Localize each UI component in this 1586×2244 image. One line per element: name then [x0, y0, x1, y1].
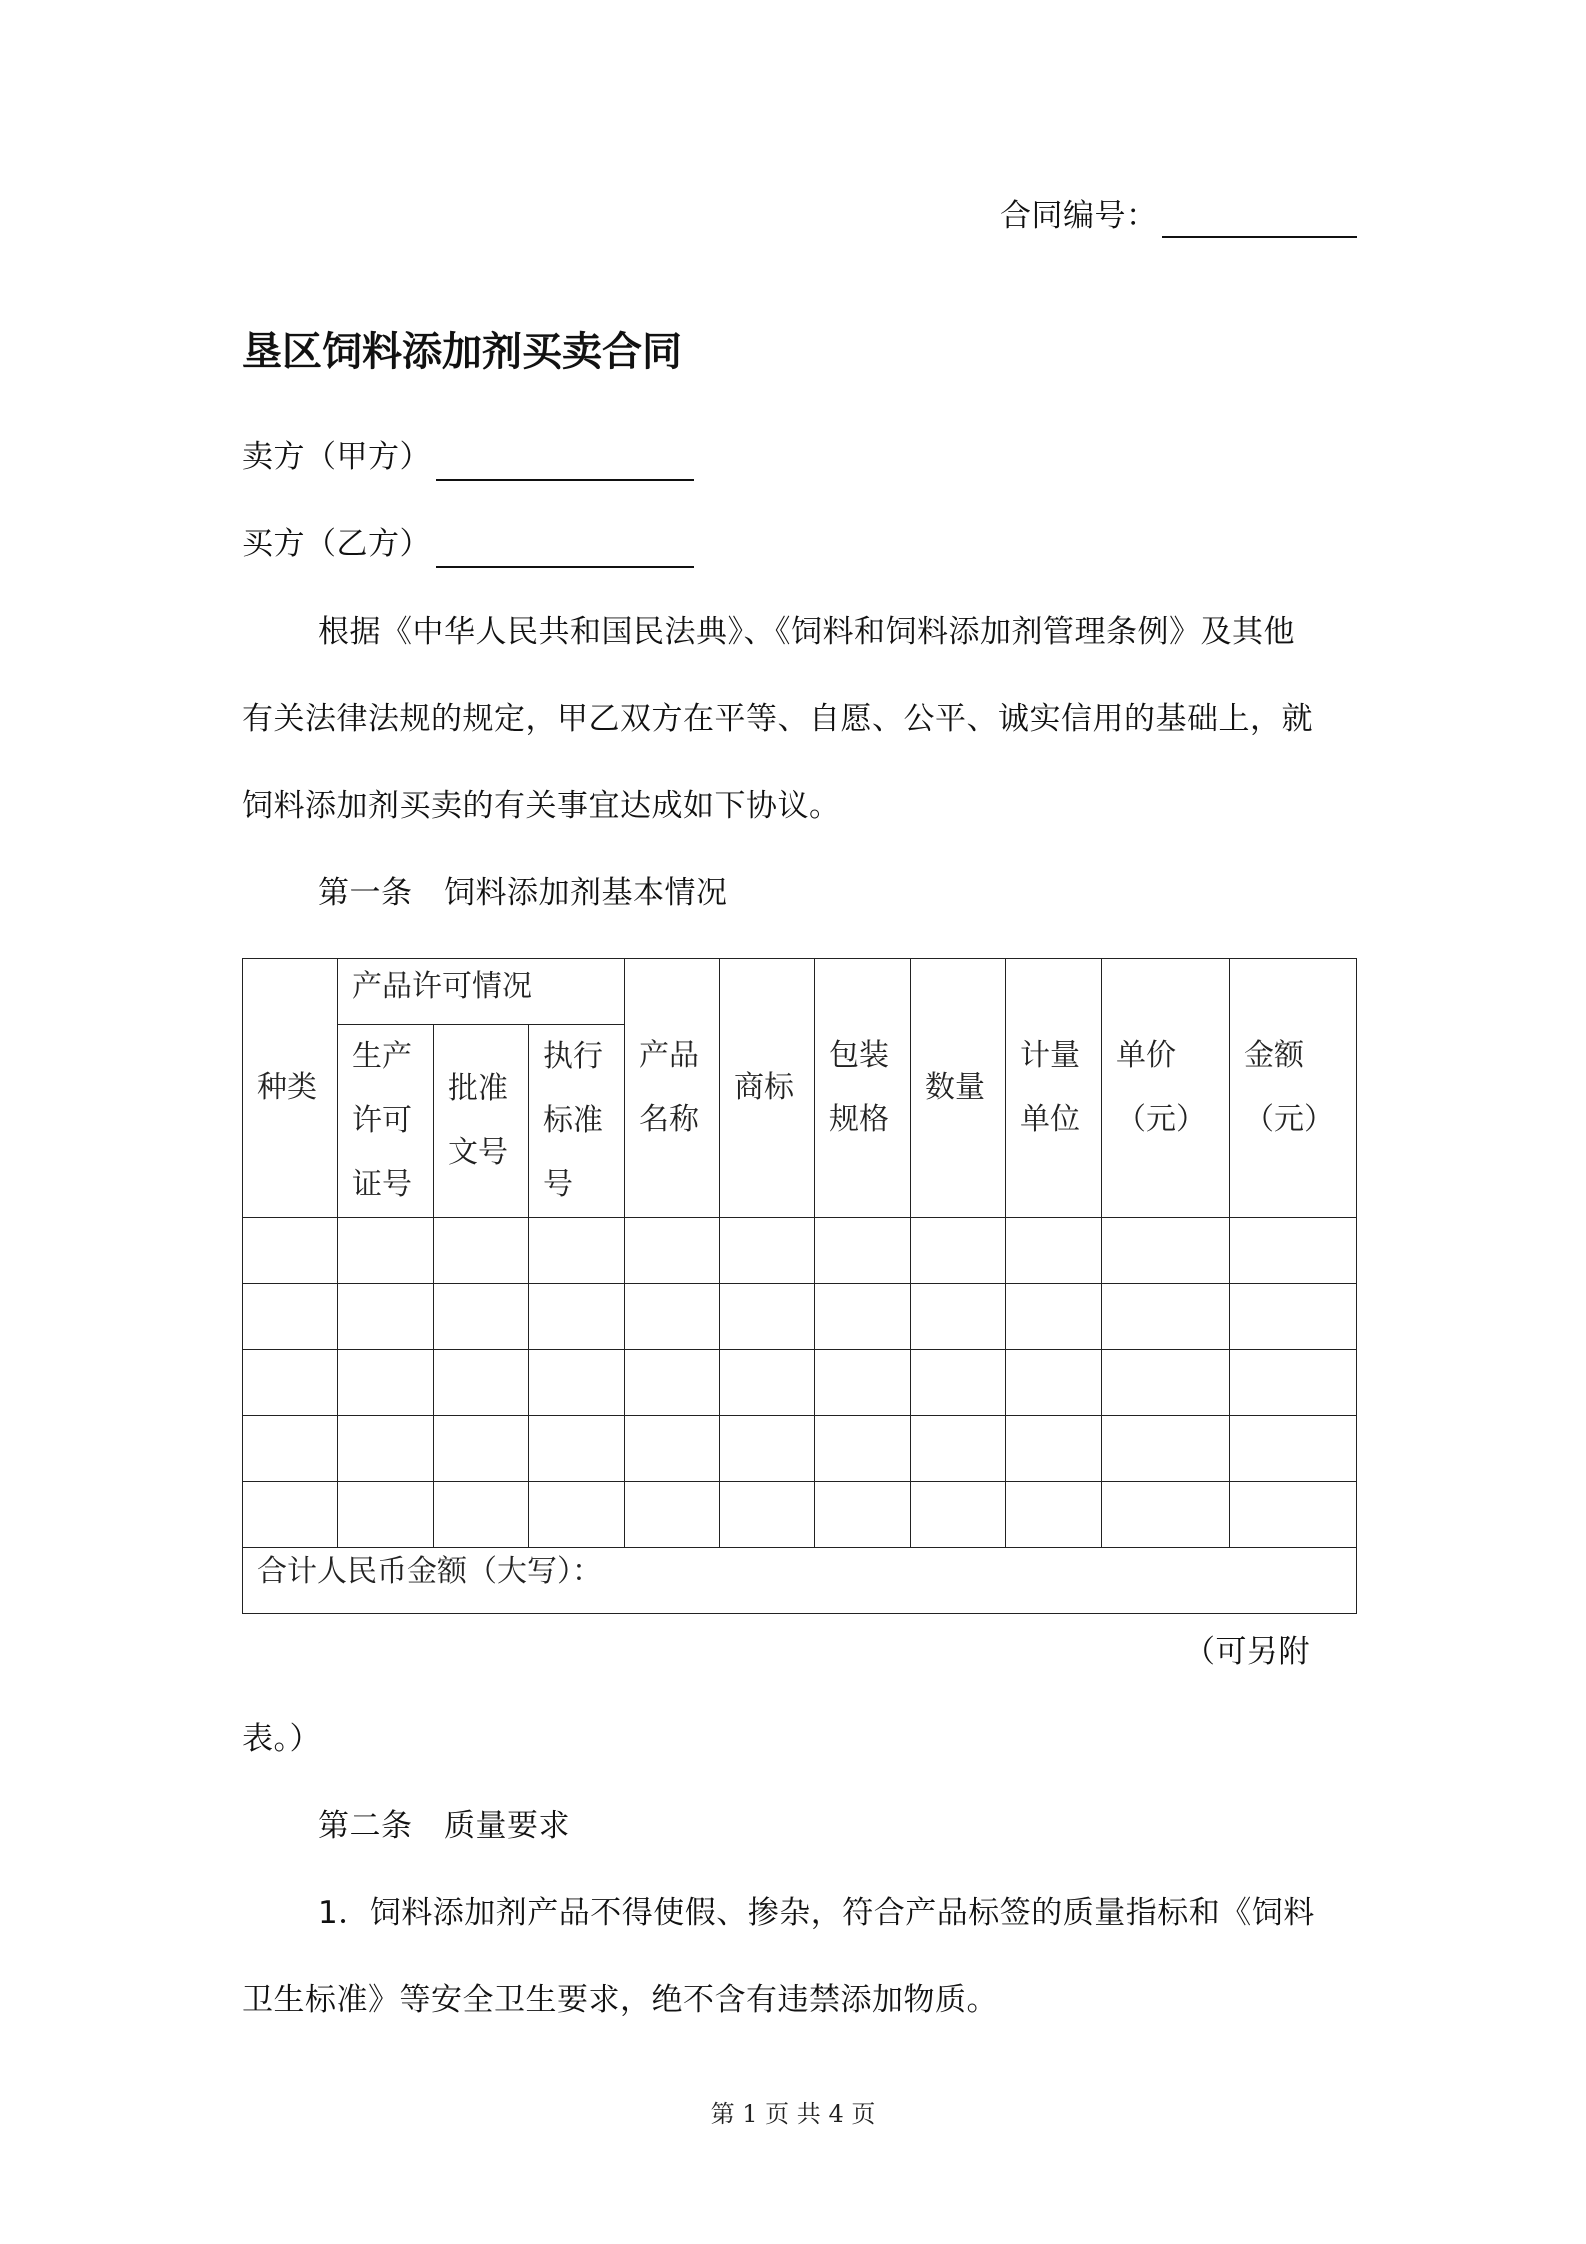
header-standard: 执行标准号	[529, 1025, 625, 1218]
article-2-item-1-line-2: 卫生标准》等安全卫生要求，绝不含有违禁添加物质。	[242, 1982, 998, 2018]
contract-number-label: 合同编号：	[1000, 198, 1158, 234]
header-kind: 种类	[243, 959, 338, 1218]
table-row	[243, 1482, 1357, 1548]
header-trademark: 商标	[720, 959, 815, 1218]
article-1-heading: 第一条 饲料添加剂基本情况	[318, 875, 728, 911]
seller-blank[interactable]	[436, 443, 694, 481]
contract-number-blank[interactable]	[1162, 200, 1357, 238]
note-line-2: 表。）	[242, 1721, 321, 1757]
header-production-license: 生产许可证号	[338, 1025, 434, 1218]
header-amount: 金额（元）	[1230, 959, 1357, 1218]
header-approval-no: 批准文号	[434, 1025, 529, 1218]
goods-table	[242, 958, 1357, 1614]
table-row	[243, 1416, 1357, 1482]
article-2-item-1-line-1: 1．饲料添加剂产品不得使假、掺杂，符合产品标签的质量指标和《饲料	[318, 1895, 1315, 1931]
note-line-1: （可另附	[1184, 1634, 1310, 1670]
article-2-heading: 第二条 质量要求	[318, 1808, 570, 1844]
buyer-blank[interactable]	[436, 530, 694, 568]
preamble-line-2: 有关法律法规的规定，甲乙双方在平等、自愿、公平、诚实信用的基础上，就	[242, 701, 1313, 737]
header-unit: 计量单位	[1006, 959, 1102, 1218]
preamble-line-1: 根据《中华人民共和国民法典》、《饲料和饲料添加剂管理条例》及其他	[318, 614, 1295, 650]
contract-number-row	[1000, 196, 1158, 236]
preamble-line-3: 饲料添加剂买卖的有关事宜达成如下协议。	[242, 788, 841, 824]
document-title: 垦区饲料添加剂买卖合同	[242, 329, 682, 375]
table-header-row-1	[243, 959, 1357, 1025]
header-packaging: 包装规格	[815, 959, 911, 1218]
header-permit-group: 产品许可情况	[338, 959, 625, 1025]
header-unit-price: 单价（元）	[1102, 959, 1230, 1218]
page-footer: 第 1 页 共 4 页	[710, 2100, 876, 2128]
header-product-name: 产品名称	[625, 959, 720, 1218]
buyer-label: 买方（乙方）	[242, 526, 431, 562]
total-amount-label[interactable]: 合计人民币金额（大写）：	[243, 1548, 1357, 1614]
header-quantity: 数量	[911, 959, 1006, 1218]
table-row	[243, 1218, 1357, 1284]
table-row	[243, 1350, 1357, 1416]
seller-label: 卖方（甲方）	[242, 439, 431, 475]
total-row	[243, 1548, 1357, 1614]
table-row	[243, 1284, 1357, 1350]
